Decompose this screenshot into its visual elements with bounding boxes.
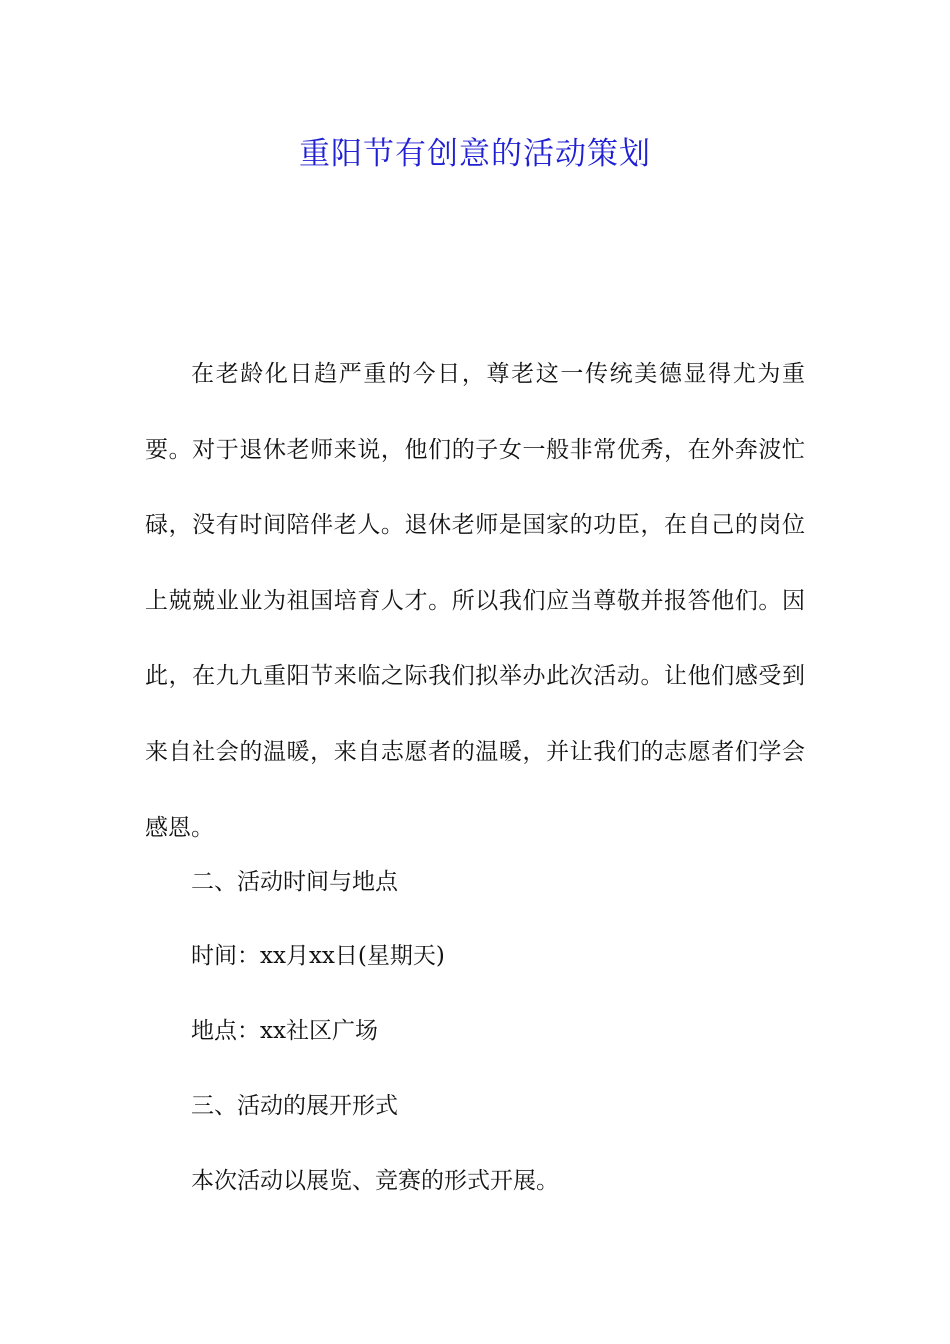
intro-paragraph: 在老龄化日趋严重的今日，尊老这一传统美德显得尤为重要。对于退休老师来说，他们的子女一般非常优秀，在外奔波忙碌，没有时间陪伴老人。退休老师是国家的功臣，在自己的岗位上兢兢业业为祖国培育人才。所以我们应当尊敬并报答他们。因此，在九九重阳节来临之际我们拟举办此次活动。让他们感受到来自社会的温暖，来自志愿者的温暖，并让我们的志愿者们学会感恩。	[145, 361, 805, 841]
section-2-heading: 二、活动时间与地点	[191, 869, 398, 895]
format-line: 本次活动以展览、竞赛的形式开展。	[191, 1168, 559, 1194]
place-line: 地点：xx社区广场	[191, 1018, 378, 1044]
document-title: 重阳节有创意的活动策划	[299, 136, 651, 172]
section-3-heading: 三、活动的展开形式	[191, 1093, 398, 1119]
time-line: 时间：xx月xx日(星期天)	[191, 943, 445, 969]
